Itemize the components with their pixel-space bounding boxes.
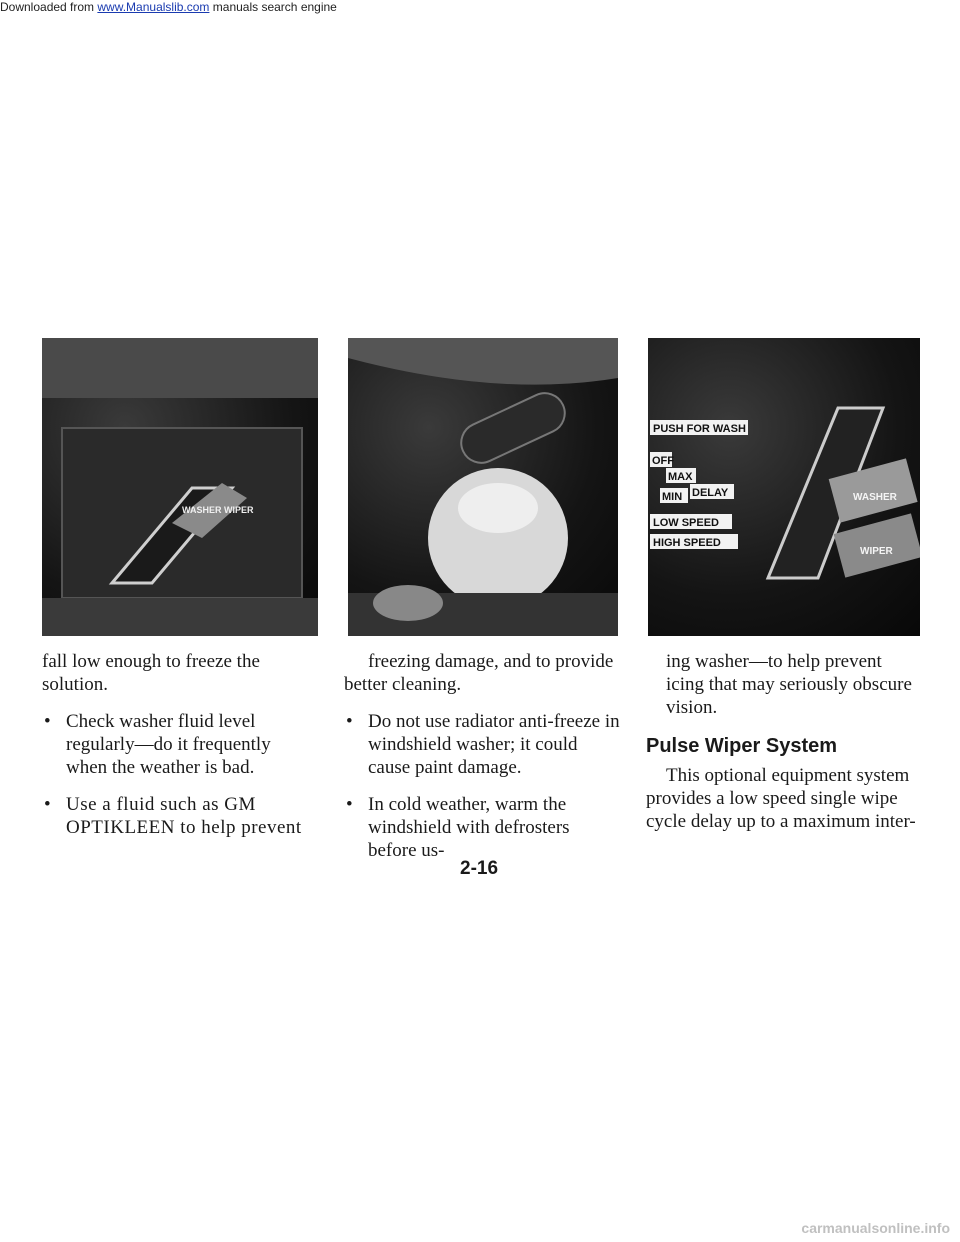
min-label: MIN (662, 491, 683, 503)
col1-paragraph: fall low enough to freeze the solution. (42, 651, 260, 695)
text-column-1 (42, 650, 316, 839)
low-speed-label: LOW SPEED (653, 517, 720, 529)
manualslib-link[interactable]: www.Manualslib.com (97, 0, 210, 14)
pulse-switch-illustration (648, 338, 920, 636)
col1-bullet-2: • Use a fluid such as GM OPTIKLEEN to help prevent (42, 793, 316, 839)
text-column-3 (646, 650, 918, 833)
delay-label: DELAY (692, 487, 729, 499)
col3-paragraph-1: ing washer—to help prevent icing that may seriously obscure vision. (666, 651, 912, 718)
high-speed-label: HIGH SPEED (653, 537, 721, 549)
push-for-wash-label: PUSH FOR WASH (653, 423, 746, 435)
max-label: MAX (668, 471, 693, 483)
col3-paragraph-2: This optional equipment system provides a low speed single wipe cycle delay up to a maximum inter- (646, 765, 916, 832)
download-header (0, 0, 337, 14)
section-heading: Pulse Wiper System (646, 735, 838, 757)
header-suffix: manuals search engine (209, 0, 337, 14)
washer-reservoir-photo (348, 338, 618, 636)
pulse-wiper-switch-photo (648, 338, 920, 636)
col2-paragraph: freezing damage, and to provide better cleaning. (344, 651, 614, 695)
reservoir-illustration (348, 338, 618, 636)
page-number: 2-16 (460, 858, 499, 879)
switch-label: WASHER WIPER (182, 505, 254, 515)
col1-bullet-1: • Check washer fluid level regularly—do it frequently when the weather is bad. (42, 710, 316, 779)
washer-switch-photo (42, 338, 318, 636)
wiper-button-label: WIPER (860, 546, 893, 557)
col2-bullet-2: • In cold weather, warm the windshield with defrosters before us- (344, 793, 620, 862)
off-label: OFF (652, 455, 674, 467)
washer-switch-illustration (42, 338, 318, 636)
col2-bullet-1: • Do not use radiator anti-freeze in windshield washer; it could cause paint damage. (344, 710, 620, 779)
header-prefix: Downloaded from (0, 0, 98, 14)
watermark: carmanualsonline.info (801, 1220, 950, 1236)
text-column-2 (344, 650, 620, 862)
washer-button-label: WASHER (853, 492, 897, 503)
